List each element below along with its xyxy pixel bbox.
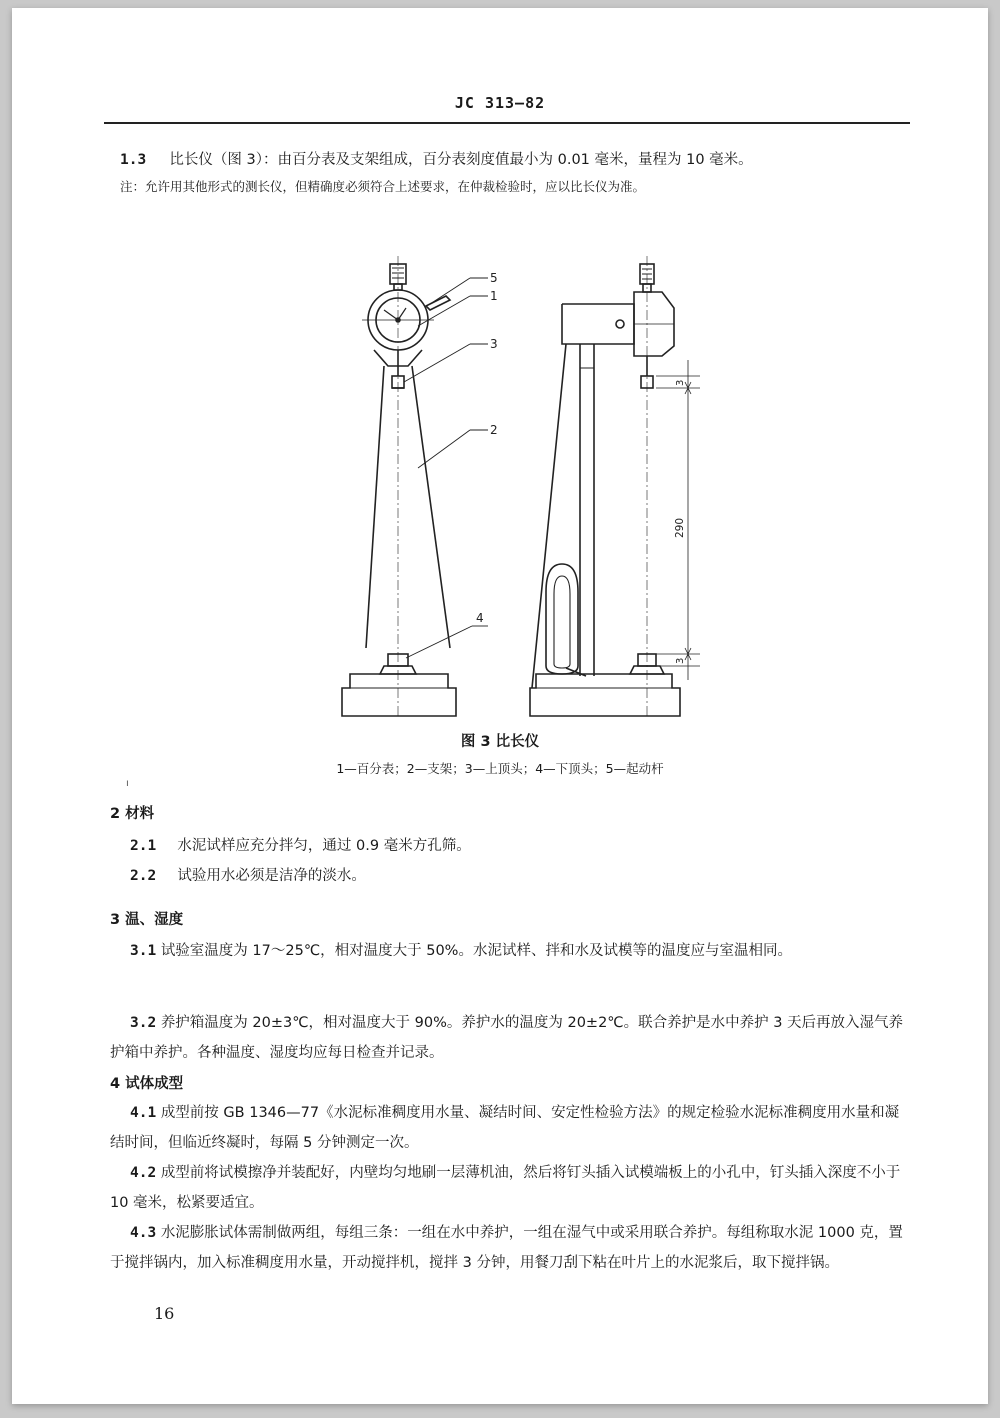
para-3-1 <box>110 936 910 966</box>
para-4-3-text: 水泥膨胀试体需制做两组，每组三条：一组在水中养护，一组在湿气中或采用联合养护。每组称取水泥 1000 克，置于搅拌锅内，加入标准稠度用水量，开动搅拌机，搅拌 3 分钟，用餐刀刮下粘在叶片上的水泥浆后，取下搅拌锅。 <box>110 1225 903 1271</box>
comparator-drawing <box>322 248 742 728</box>
para-4-2-text: 成型前将试模擦净并装配好，内壁均匀地刷一层薄机油，然后将钉头插入试模端板上的小孔中，钉头插入深度不小于 10 毫米，松紧要适宜。 <box>110 1165 901 1211</box>
document-page <box>12 8 988 1404</box>
para-2-2-text: 试验用水必须是洁净的淡水。 <box>177 868 366 884</box>
header-rule <box>104 122 910 124</box>
dim-main: 290 <box>674 517 686 538</box>
para-2-2 <box>130 866 366 886</box>
figure-label-2: 2 <box>490 423 498 437</box>
para-4-1-number: 4.1 <box>130 1105 157 1121</box>
para-4-2-number: 4.2 <box>130 1165 157 1181</box>
document-code-header: JC 313—82 <box>454 94 546 112</box>
para-3-1-text: 试验室温度为 17～25℃，相对温度大于 50%。水泥试样、拌和水及试模等的温度应与室温相同。 <box>160 943 792 959</box>
figure-label-3: 3 <box>490 337 498 351</box>
side-holder <box>546 564 578 674</box>
para-3-2 <box>110 1008 910 1068</box>
para-4-3-number: 4.3 <box>130 1225 157 1241</box>
para-4-2 <box>110 1158 910 1218</box>
para-2-1-number: 2.1 <box>130 838 157 854</box>
para-4-1-text: 成型前按 GB 1346—77《水泥标准稠度用水量、凝结时间、安定性检验方法》的规定检验水泥标准稠度用水量和凝结时间，但临近终凝时，每隔 5 分钟测定一次。 <box>110 1105 900 1151</box>
section-1-3 <box>120 150 753 170</box>
page-number: 16 <box>154 1304 175 1323</box>
dim-bottom: 3 <box>675 657 686 664</box>
figure-label-5: 5 <box>490 271 498 285</box>
side-column-back <box>532 344 566 688</box>
side-base <box>530 674 680 716</box>
figure-caption-legend: 1—百分表；2—支架；3—上顶头；4—下顶头；5—起动杆 <box>336 761 664 776</box>
start-lever <box>426 296 450 310</box>
front-support-left <box>366 366 384 648</box>
front-base <box>342 674 456 716</box>
para-4-1 <box>110 1098 910 1158</box>
front-support-right <box>412 366 450 648</box>
section-1-3-number: 1.3 <box>120 152 147 168</box>
para-2-1 <box>130 836 471 856</box>
section-1-3-note: 注：允许用其他形式的测长仪，但精确度必须符合上述要求，在仲裁检验时，应以比长仪为准。 <box>120 179 646 194</box>
section-2-heading: 2 材料 <box>110 806 155 822</box>
figure-label-4: 4 <box>476 611 484 625</box>
para-3-2-number: 3.2 <box>130 1015 157 1031</box>
dim-top: 3 <box>675 379 686 386</box>
section-3-heading: 3 温、湿度 <box>110 912 184 928</box>
para-3-2-text: 养护箱温度为 20±3℃，相对温度大于 90%。养护水的温度为 20±2℃。联合养护是水中养护 3 天后再放入湿气养护箱中养护。各种温度、湿度均应每日检查并记录。 <box>110 1015 904 1061</box>
figure-3-comparator <box>322 248 742 728</box>
para-4-3 <box>110 1218 910 1278</box>
stray-mark: ı <box>126 778 129 789</box>
section-4-heading: 4 试体成型 <box>110 1076 184 1092</box>
figure-label-1: 1 <box>490 289 498 303</box>
section-1-3-text: 比长仪（图 3）：由百分表及支架组成，百分表刻度值最小为 0.01 毫米，量程为 10 毫米。 <box>169 152 753 168</box>
figure-caption-title: 图 3 比长仪 <box>460 734 540 750</box>
para-2-1-text: 水泥试样应充分拌匀，通过 0.9 毫米方孔筛。 <box>177 838 471 854</box>
para-3-1-number: 3.1 <box>130 943 157 959</box>
para-2-2-number: 2.2 <box>130 868 157 884</box>
